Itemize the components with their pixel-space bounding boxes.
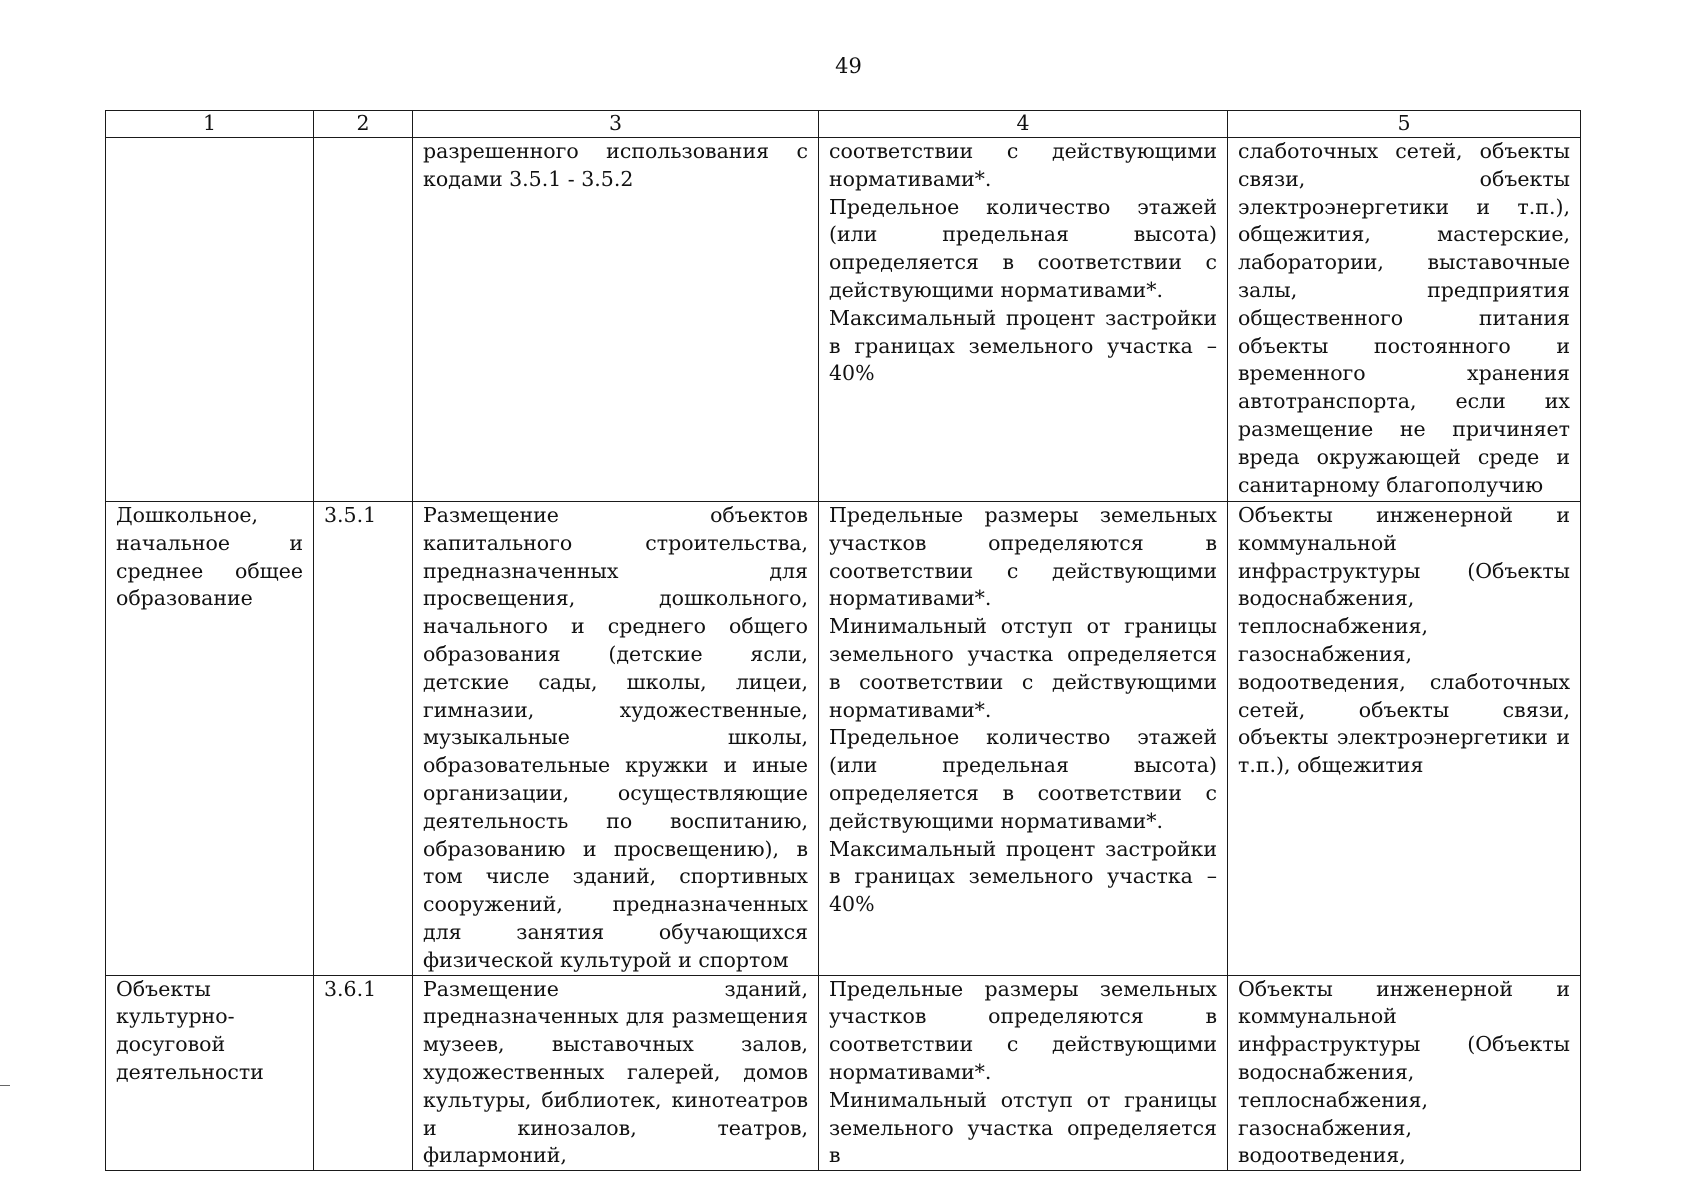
- row-name-cell: [106, 138, 314, 502]
- row-parameters-cell: [819, 502, 1228, 976]
- parameter-line: Минимальный отступ от границы земельного участка определяется в соответствии с действующими нормативами*.: [829, 614, 1217, 722]
- regulations-table: [105, 110, 1581, 1171]
- row-auxiliary-cell: Объекты инженерной и коммунальной инфраструктуры (Объекты водоснабжения, теплоснабжения, газоснабжения, водоотведения, слаботочных сетей, объекты связи, объекты электроэнергетики и т.п.), общежития: [1228, 502, 1581, 976]
- parameter-line: Предельное количество этажей (или предельная высота) определяется в соответствии с действующими нормативами*.: [829, 725, 1217, 833]
- row-auxiliary-cell: слаботочных сетей, объекты связи, объекты электроэнергетики и т.п.), общежития, мастерские, лаборатории, выставочные залы, предприятия общественного питания объекты постоянного и временного хранения автотранспорта, если их размещение не причиняет вреда окружающей среде и санитарному благополучию: [1228, 138, 1581, 502]
- row-parameters-cell: [819, 138, 1228, 502]
- header-col-4: 4: [819, 111, 1228, 138]
- parameter-line: Предельные размеры земельных участков определяются в соответствии с действующими нормативами*.: [829, 976, 1217, 1084]
- row-code-cell: [314, 138, 413, 502]
- row-name-cell: Дошкольное, начальное и среднее общее образование: [106, 502, 314, 976]
- header-col-1: 1: [106, 111, 314, 138]
- row-description-cell: разрешенного использования с кодами 3.5.1 - 3.5.2: [413, 138, 819, 502]
- row-description-cell: Размещение объектов капитального строительства, предназначенных для просвещения, дошкольного, начального и среднего общего образования (детские ясли, детские сады, школы, лицеи, гимназии, художественные, музыкальные школы, образовательные кружки и иные организации, осуществляющие деятельность по воспитанию, образованию и просвещению), в том числе зданий, спортивных сооружений, предназначенных для занятия обучающихся физической культурой и спортом: [413, 502, 819, 976]
- row-auxiliary-cell: Объекты инженерной и коммунальной инфраструктуры (Объекты водоснабжения, теплоснабжения, газоснабжения, водоотведения,: [1228, 975, 1581, 1171]
- parameter-line: Минимальный отступ от границы земельного участка определяется в: [829, 1087, 1217, 1168]
- page-number: 49: [835, 54, 862, 78]
- header-col-3: 3: [413, 111, 819, 138]
- parameter-line: Предельное количество этажей (или предельная высота) определяется в соответствии с действующими нормативами*.: [829, 194, 1217, 302]
- table-row: [106, 975, 1581, 1171]
- table-row: [106, 138, 1581, 502]
- row-code-cell: 3.6.1: [314, 975, 413, 1171]
- row-code-cell: 3.5.1: [314, 502, 413, 976]
- row-parameters-cell: [819, 975, 1228, 1171]
- header-col-2: 2: [314, 111, 413, 138]
- parameter-line: Предельные размеры земельных участков определяются в соответствии с действующими нормативами*.: [829, 503, 1217, 611]
- parameter-line: соответствии с действующими нормативами*.: [829, 139, 1217, 191]
- table-header-row: [106, 111, 1581, 138]
- row-description-cell: Размещение зданий, предназначенных для размещения музеев, выставочных залов, художественных галерей, домов культуры, библиотек, кинотеатров и кинозалов, театров, филармоний,: [413, 975, 819, 1171]
- scan-margin-mark: [0, 1085, 10, 1086]
- parameter-line: Максимальный процент застройки в границах земельного участка – 40%: [829, 836, 1217, 917]
- parameter-line: Максимальный процент застройки в границах земельного участка – 40%: [829, 305, 1217, 386]
- row-name-cell: Объекты культурно-досуговой деятельности: [106, 975, 314, 1171]
- table-row: [106, 502, 1581, 976]
- header-col-5: 5: [1228, 111, 1581, 138]
